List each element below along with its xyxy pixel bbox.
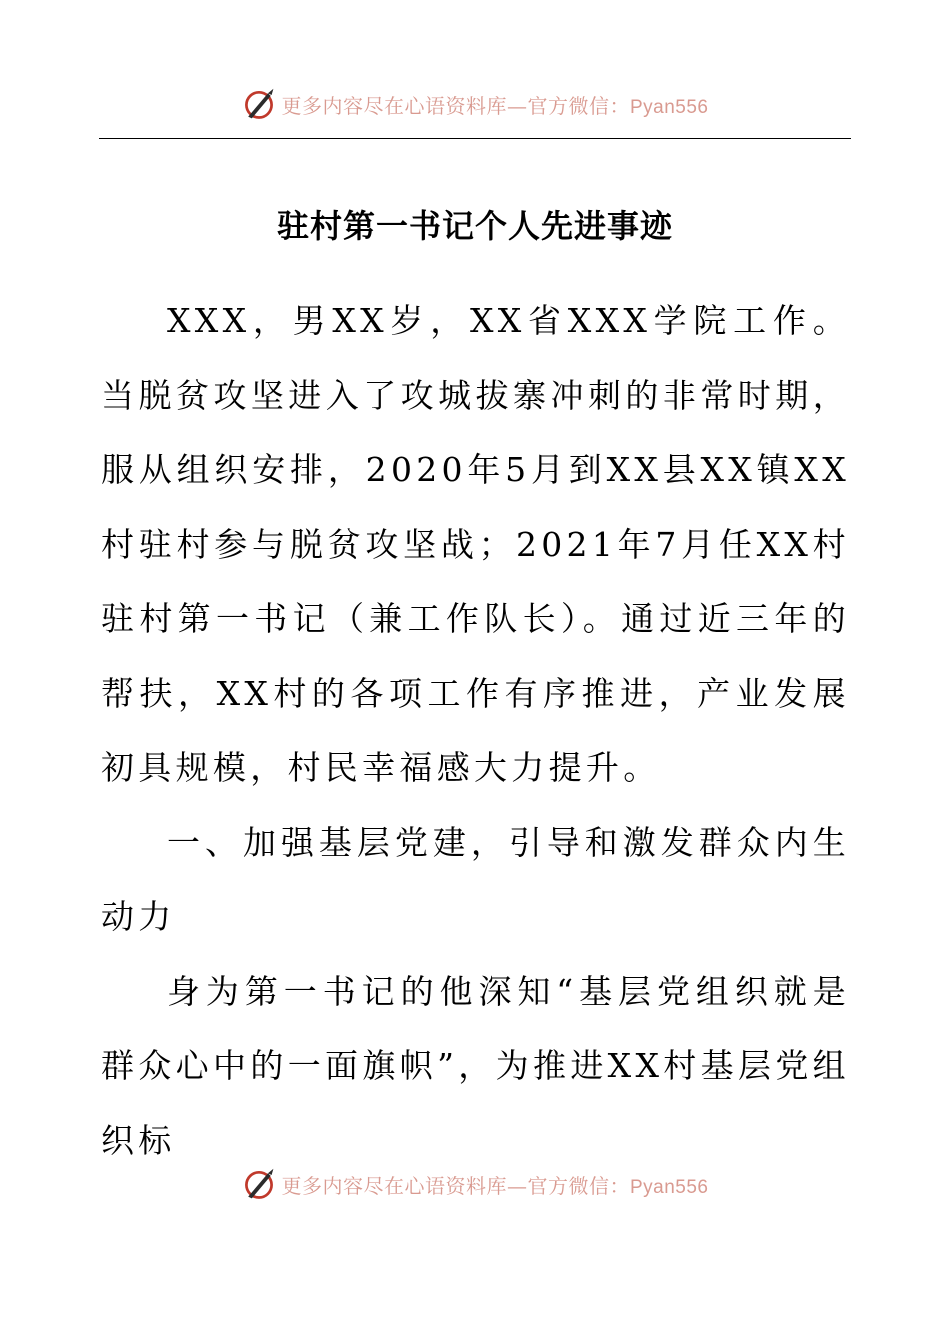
document-body bbox=[101, 284, 850, 1178]
quill-pen-circle-icon bbox=[241, 86, 277, 122]
banner-wechat-id: Pyan556 bbox=[629, 1176, 709, 1198]
header-divider bbox=[99, 138, 851, 139]
quill-pen-circle-icon bbox=[241, 1166, 277, 1202]
banner-text: 更多内容尽在心语资料库—官方微信：Pyan556 bbox=[281, 93, 709, 118]
section-heading-1: 一、加强基层党建，引导和激发群众内生动力 bbox=[101, 822, 850, 936]
paragraph-intro: XXX，男XX岁，XX省XXX学院工作。当脱贫攻坚进入了攻城拔寨冲刺的非常时期，服从组织安排，2020年5月到XX县XX镇XX村驻村参与脱贫攻坚战；2021年7月任XX村驻村第一书记（兼工作队长）。通过近三年的帮扶，XX村的各项工作有序推进，产业发展初具规模，村民幸福感大力提升。 bbox=[101, 301, 850, 787]
header-banner bbox=[0, 84, 950, 124]
paragraph-section-1: 身为第一书记的他深知“基层党组织就是群众心中的一面旗帜”，为推进XX村基层党组织标 bbox=[101, 971, 850, 1160]
banner-wechat-id: Pyan556 bbox=[629, 96, 709, 118]
document-title: 驻村第一书记个人先进事迹 bbox=[276, 207, 673, 245]
footer-banner bbox=[0, 1164, 950, 1204]
banner-text: 更多内容尽在心语资料库—官方微信：Pyan556 bbox=[281, 1173, 709, 1198]
